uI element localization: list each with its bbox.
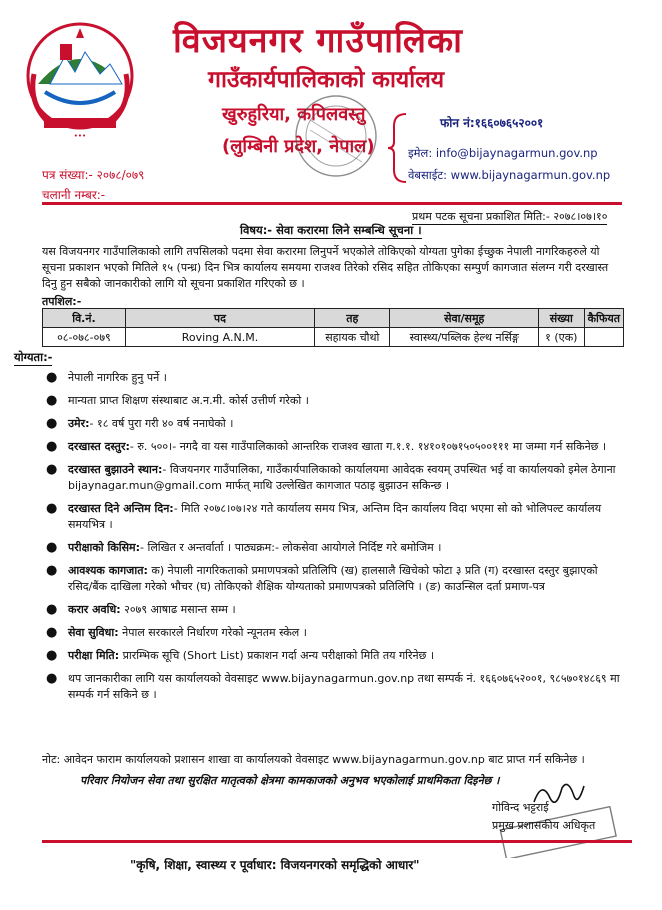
cell-remarks <box>584 328 623 347</box>
list-item: ● उमेर:- १८ वर्ष पुरा गरी ४० वर्ष ननाघेको । <box>46 416 234 431</box>
bullet-icon: ● <box>46 393 58 408</box>
cell-service: स्वास्थ्य/पब्लिक हेल्थ नर्सिङ्ग <box>390 328 539 347</box>
footer-divider <box>42 840 632 843</box>
details-label: तपशिल:- <box>42 295 82 308</box>
notice-subject: विषय:- सेवा करारमा लिने सम्बन्धि सूचना । <box>240 223 422 237</box>
list-item: ● आवश्यक कागजात: क) नेपाली नागरिकताको प्रमाणपत्रको प्रतिलिपि (ख) हालसालै खिचेको फोटा ३ प्रति (ग) दरखास्त दस्तुर बुझाएको रसिद/बैंक दाखिला गरेको भौचर (घ) तोकिएको शैक्षिक योग्यताको प्रमाणपत्रको प्रतिलिपि । (ङ) काउन्सिल दर्ता प्रमाण-पत्र <box>46 563 598 593</box>
province-line: (लुम्बिनी प्रदेश, नेपाल) <box>222 136 375 157</box>
application-form-note: नोट: आवेदन फाराम कार्यालयको प्रशासन शाखा वा कार्यालयको वेवसाइट www.bijaynagarmun.gov.np बाट प्राप्त गर्न सकिनेछ । <box>42 753 585 766</box>
email-address[interactable]: इमेल: info@bijaynagarmun.gov.np <box>408 146 598 160</box>
list-item: ● दरखास्त दिने अन्तिम दिन:- मिति २०७८।०७।२४ गते कार्यालय समय भित्र, अन्तिम दिन कार्यालय विदा भएमा सो को भोलिपल्ट कार्यालय समयभित्र । <box>46 501 602 531</box>
dispatch-number: चलानी नम्बर:- <box>42 188 106 202</box>
cell-level: सहायक चौथो <box>315 328 390 347</box>
list-item: ● परीक्षा मिति: प्रारम्भिक सूचि (Short List) प्रकाशन गर्दा अन्य परीक्षाको मिति तय गरिनेछ । <box>46 648 435 663</box>
signer-name: गोविन्द भट्टराई <box>492 801 549 814</box>
bullet-icon: ● <box>46 625 58 640</box>
col-header: सेवा/समूह <box>390 309 539 328</box>
contact-brace <box>388 112 410 184</box>
list-item: ● करार अवधि: २०७९ आषाढ मसान्त सम्म । <box>46 602 236 617</box>
table-row <box>43 328 624 347</box>
bullet-icon: ● <box>46 501 58 516</box>
col-header: पद <box>125 309 314 328</box>
list-item: ● थप जानकारीका लागि यस कार्यालयको वेवसाइट www.bijaynagarmun.gov.np तथा सम्पर्क नं. १६६०७६५२००१, ९८५७०१४८६९ मा सम्पर्क गर्न सकिने छ । <box>46 671 620 701</box>
address-line: खुरुहुरिया, कपिलवस्तु <box>222 104 366 125</box>
list-item: ● दरखास्त बुझाउने स्थान:- विजयनगर गाउँपालिका, गाउँकार्यपालिकाको कार्यालयमा आवेदक स्वयम् उपस्थित भई वा कार्यालयको इमेल ठेगाना bijaynagar.mun@gmail.com मार्फत् माथि उल्लेखित कागजात पठाइ बुझाउन सकिन्छ । <box>46 462 616 492</box>
office-round-stamp <box>290 90 382 182</box>
qualifications-list <box>40 370 622 710</box>
list-item: ● मान्यता प्राप्त शिक्षण संस्थाबाट अ.न.मी. कोर्स उत्तीर्ण गरेको । <box>46 393 309 408</box>
cell-count: १ (एक) <box>539 328 585 347</box>
header-divider <box>42 202 622 205</box>
bullet-icon: ● <box>46 563 58 578</box>
list-item: ● परीक्षाको किसिम:- लिखित र अन्तर्वार्ता । पाठ्यक्रम:- लोकसेवा आयोगले निर्दिष्ट गरे बमोजिम । <box>46 540 442 555</box>
bullet-icon: ● <box>46 540 58 555</box>
list-item: ● नेपाली नागरिक हुनु पर्ने । <box>46 370 167 385</box>
nepal-emblem-logo <box>20 14 140 144</box>
letter-number: पत्र संख्या:- २०७८/०७९ <box>42 168 145 182</box>
phone-number: फोन नं:१६६०७६५२००१ <box>440 116 544 130</box>
office-title: गाउँकार्यपालिकाको कार्यालय <box>208 67 445 93</box>
position-table <box>42 308 624 347</box>
signer-role: प्रमुख प्रशासकीय अधिकृत <box>492 819 596 832</box>
col-header: संख्या <box>539 309 585 328</box>
officer-rubber-stamp <box>488 806 628 858</box>
preference-note: परिवार नियोजन सेवा तथा सुरक्षित मातृत्वको क्षेत्रमा कामकाजको अनुभव भएकोलाई प्राथमिकता दिइनेछ । <box>80 774 500 787</box>
bullet-icon: ● <box>46 602 58 617</box>
website-address[interactable]: वेबसाईट: www.bijaynagarmun.gov.np <box>408 168 611 182</box>
bullet-icon: ● <box>46 416 58 431</box>
col-header: वि.नं. <box>43 309 126 328</box>
published-date: प्रथम पटक सूचना प्रकाशित मिति:- २०७८।०७।१० <box>412 210 608 223</box>
bullet-icon: ● <box>46 370 58 385</box>
municipality-title: विजयनगर गाउँपालिका <box>173 21 463 61</box>
svg-text:•••: ••• <box>73 132 87 140</box>
bullet-icon: ● <box>46 671 58 686</box>
municipality-motto: "कृषि, शिक्षा, स्वास्थ्य र पूर्वाधार: विजयनगरको समृद्धिको आधार" <box>130 858 420 872</box>
cell-position: Roving A.N.M. <box>125 328 314 347</box>
bullet-icon: ● <box>46 462 58 477</box>
bullet-icon: ● <box>46 648 58 663</box>
list-item: ● दरखास्त दस्तुर:- रु. ५००।- नगदै वा यस गाउँपालिकाको आन्तरिक राजश्व खाता ग.१.१. १४१०१०७१५०५००१११ मा जम्मा गर्न सकिनेछ । <box>46 439 607 454</box>
notice-intro: यस विजयनगर गाउँपालिकाको लागि तपसिलको पदमा सेवा करारमा लिनुपर्ने भएकोले तोकिएको योग्यता पुगेका ईच्छुक नेपाली नागरिकहरुले यो सूचना प्रकाशन भएको मितिले १५ (पन्ध्र) दिन भित्र कार्यालय समयमा राजश्व तिरेको रसिद सहित तोकिएका सम्पुर्ण कागजात संलग्न गरी दरखास्त दिनु हुन सबैको जानकारीको लागि यो सूचना प्रकाशित गरिएको छ । <box>42 245 609 290</box>
table-header-row <box>43 309 624 328</box>
cell-serial: ०८-०७८-०७९ <box>43 328 126 347</box>
col-header: तह <box>315 309 390 328</box>
list-item: ● सेवा सुविधा: नेपाल सरकारले निर्धारण गरेको न्यूनतम स्केल । <box>46 625 307 640</box>
bullet-icon: ● <box>46 439 58 454</box>
qualifications-heading: योग्यता:- <box>14 350 53 364</box>
col-header: कैफियत <box>584 309 623 328</box>
